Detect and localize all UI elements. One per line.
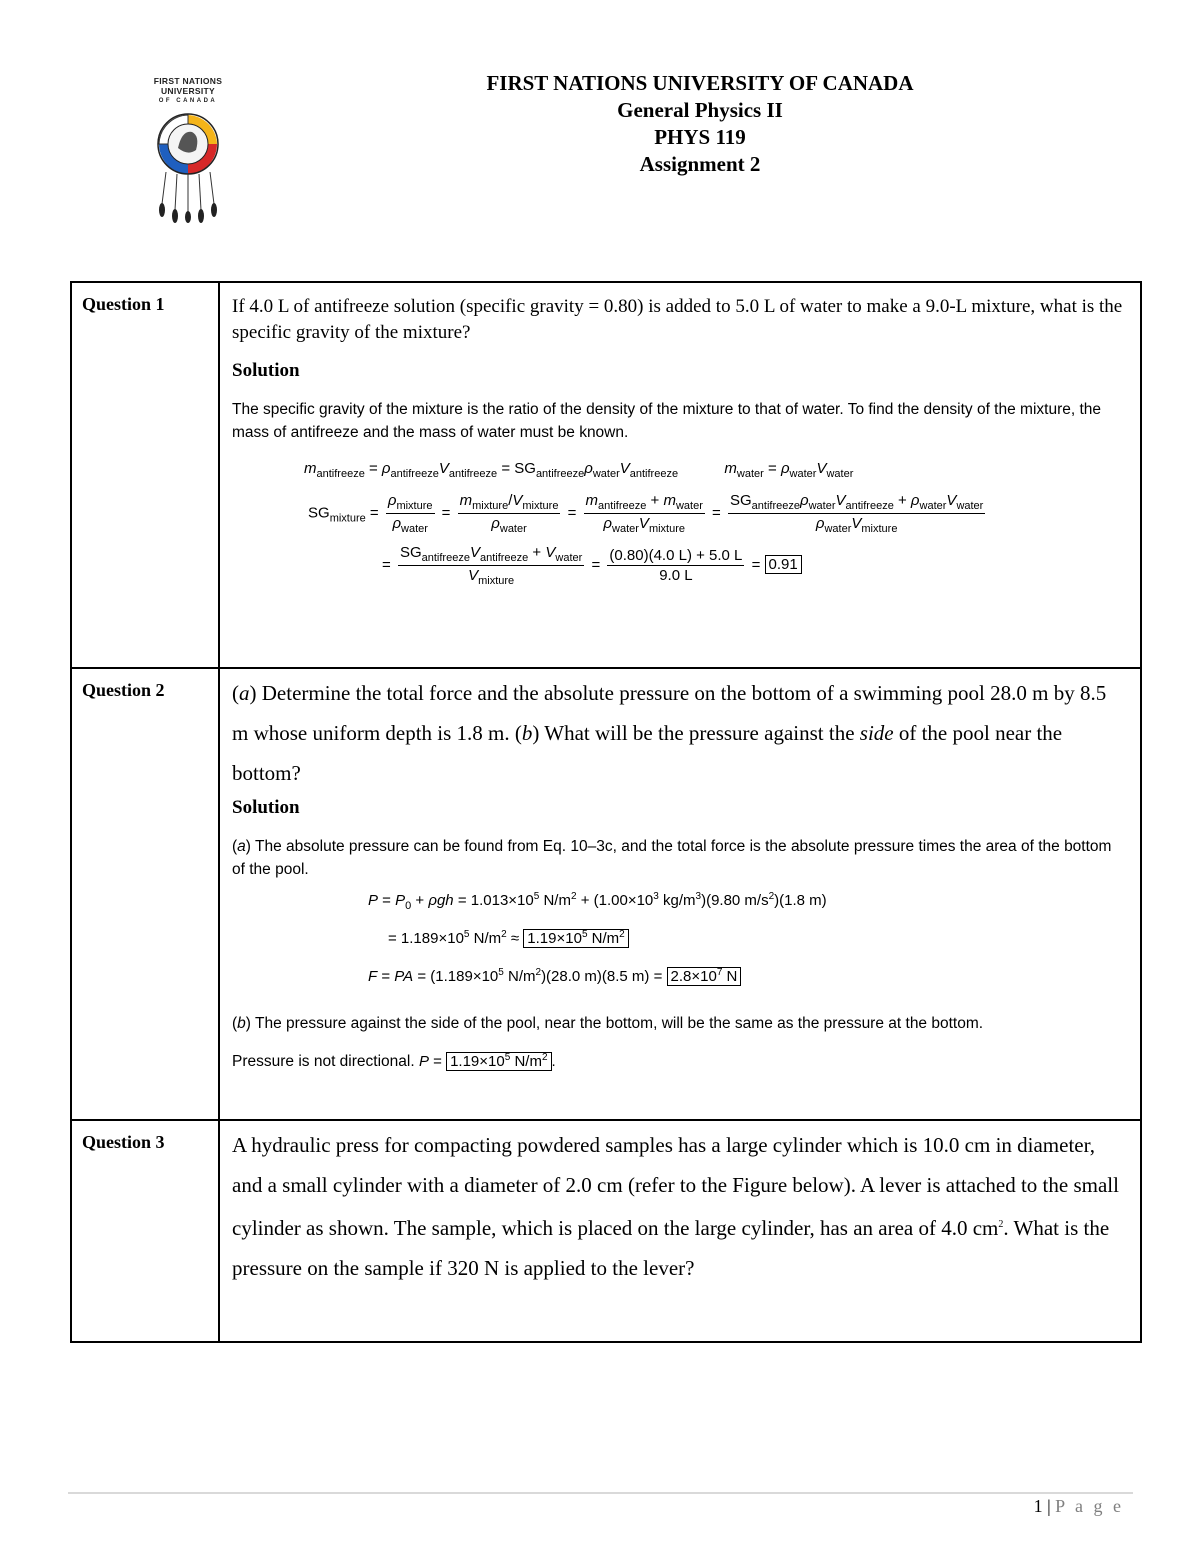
equation-line: $P = P_0 + \rho gh = 1.013\times 10^5$ $N/m^2 + (1.00\times 10^3$ $kg/m^3)(9.80$ $m/s^2)(1.8$ m) [368, 891, 827, 912]
part-a-label: a [239, 681, 250, 705]
logo-text [148, 76, 228, 106]
page-label: P a g e [1055, 1496, 1124, 1516]
equation-line: = $1.189\times 10^5$ $N/m^2 \approx 1.19\times 10^5$ $N/m^2$ [232, 929, 1126, 967]
question-label: Question 3 [71, 1120, 219, 1342]
solution-a-text: The absolute pressure can be found from Eq. 10–3c, and the total force is the absolute pressure times the area of the bottom of the pool. [232, 838, 1112, 878]
page-footer: 1 | P a g e [1033, 1496, 1124, 1516]
question-label: Question 1 [71, 282, 219, 668]
question-row-1 [71, 282, 1141, 668]
questions-table [70, 281, 1142, 1343]
solution-heading: Solution [232, 360, 300, 381]
university-logo [148, 76, 228, 224]
medicine-wheel-icon [148, 106, 228, 224]
question-row-2 [71, 668, 1141, 1120]
question-text-b: What will be the pressure against the [544, 721, 855, 745]
answer-box: 0.91 [765, 555, 802, 574]
numeric-expression: (0.80)(4.0 L) + 5.0 L [609, 547, 743, 564]
question-text-1: A hydraulic press for compacting powdered samples has a large cylinder which is 10.0 cm in diameter, and a small cylinder with a diameter of 2.0 cm (refer to the Figure below). A lever is attached to the small cylinder as shown. The sample, which is placed on the large cylinder, has an area of 4.0 cm [232, 1133, 1119, 1240]
question-label: Question 2 [71, 668, 219, 1120]
solution-text: The specific gravity of the mixture is the ratio of the density of the mixture to that of water. To find the density of the mixture, the mass of antifreeze and the mass of water must be known. [232, 401, 1102, 441]
page-number: 1 [1033, 1496, 1043, 1516]
solution-b-text-2: Pressure is not directional. [232, 1053, 415, 1070]
solution-b-text: The pressure against the side of the pool, near the bottom, will be the same as the pressure at the bottom. [255, 1015, 984, 1032]
question-text: If 4.0 L of antifreeze solution (specific gravity = 0.80) is added to 5.0 L of water to make a 9.0-L mixture, what is the specific gravity of the mixture? [232, 296, 1123, 343]
part-b-label: b [521, 721, 533, 745]
question-text-a: Determine the total force and the absolute pressure on the bottom of a swimming pool 28.0 m by 8.5 m whose uniform depth is 1.8 m. [232, 681, 1107, 745]
question-text: (a) Determine the total force and the absolute pressure on the bottom of a swimming pool 28.0 m by 8.5 m whose uniform depth is 1.8 m. (b) What will be the pressure against the side of the pool near the bottom? [232, 681, 1107, 785]
solution-text-a: (a) The absolute pressure can be found from Eq. 10–3c, and the total force is the absolute pressure times the area of the bottom of the pool. [232, 838, 1112, 878]
question-text-b-end: of the pool near the bottom? [232, 721, 1063, 785]
equation-line: F = PA = ($1.189\times 10^5$ $N/m^2)(28.0$ m)(8.5 $m) = 2.8\times 10^7$ N [232, 967, 1126, 1005]
equation-block [232, 891, 1126, 1005]
document-header [300, 70, 1100, 178]
numeric-denominator: 9.0 L [659, 567, 693, 584]
equation-block [232, 460, 1126, 596]
footer-divider [68, 1492, 1133, 1494]
question-text-2: . What is the pressure on the sample if 320 N is applied to the lever? [232, 1216, 1110, 1280]
question-body [219, 1120, 1141, 1342]
course-code: PHYS 119 [654, 125, 746, 149]
solution-heading: Solution [232, 797, 300, 818]
question-row-3 [71, 1120, 1141, 1342]
equation-line: = $\frac{SG_{antifreeze}V_{antifreeze} + V_{water}}{V_{mixture}}$ = $\frac{(0.80)(4.0 L) + 5.0 L}{9.0 L}$ = 0.91 [232, 544, 1126, 596]
course-name: General Physics II [617, 98, 783, 122]
emphasis-side: side [859, 721, 894, 745]
logo-line-3: OF CANADA [158, 98, 218, 104]
assignment-title: Assignment 2 [639, 152, 761, 176]
superscript: 2 [998, 1219, 1004, 1230]
equation-line: $m_{antifreeze} = \rho_{antifreeze}V_{antifreeze} = SG_{antifreeze}\rho_{water}V_{antifreeze}$ $m_{water} = \rho_{water}V_{water}$ [304, 460, 854, 480]
logo-line-2: UNIVERSITY [160, 86, 215, 96]
logo-line-1: FIRST NATIONS [153, 76, 223, 86]
question-body [219, 668, 1141, 1120]
equation-line: $SG_{mixture}$ = $\frac{\rho_{mixture}}{\rho_{water}}$ = $\frac{m_{mixture}/V_{mixture}}{\rho_{water}}$ = $\frac{m_{antifreeze} + m_{water}}{\rho_{water}V_{mixture}}$ = $\frac{SG_{antifreeze}\rho_{water}V_{antifreeze} + \rho_{water}V_{water}}{\rho_{water}V_{mixture}}$ [308, 492, 984, 535]
question-body [219, 282, 1141, 668]
institution-name: FIRST NATIONS UNIVERSITY OF CANADA [486, 71, 914, 95]
solution-text-b: (b) The pressure against the side of the pool, near the bottom, will be the same as the pressure at the bottom. Pressure is not directional. $P = 1.19\times 10^5$ $N/m^2$ . [232, 1015, 984, 1070]
question-text [232, 1125, 1126, 1288]
